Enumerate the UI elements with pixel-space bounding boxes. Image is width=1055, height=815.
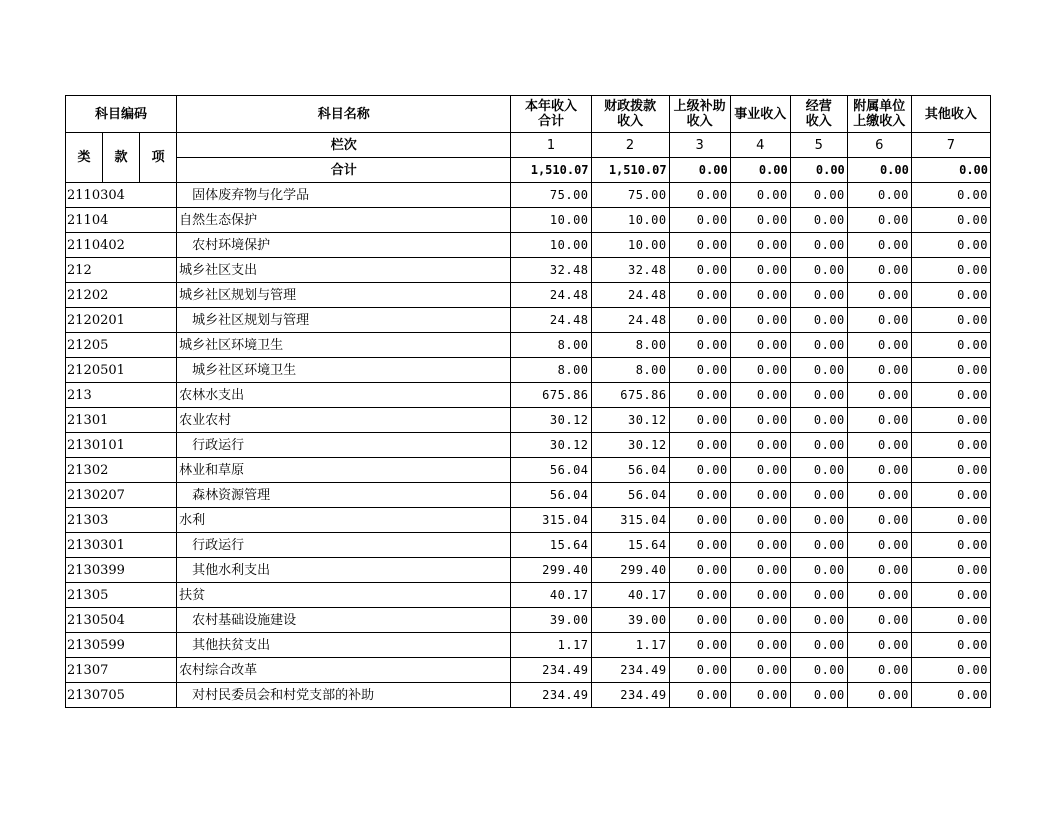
row-code: 2130599 [66,633,177,658]
row-value: 299.40 [511,558,591,583]
row-code: 2130504 [66,608,177,633]
row-code: 2130301 [66,533,177,558]
row-value: 10.00 [591,233,669,258]
row-value: 0.00 [730,483,790,508]
row-value: 0.00 [790,383,847,408]
row-value: 0.00 [790,683,847,708]
row-value: 0.00 [669,583,730,608]
row-name: 水利 [177,508,511,533]
row-value: 0.00 [730,258,790,283]
total-value: 0.00 [847,158,911,183]
row-value: 0.00 [790,458,847,483]
row-value: 0.00 [730,558,790,583]
header-col-operating: 经营 收入 [790,96,847,133]
row-value: 0.00 [669,283,730,308]
row-name: 林业和草原 [177,458,511,483]
row-value: 0.00 [669,533,730,558]
row-name: 农村环境保护 [177,233,511,258]
row-value: 30.12 [591,408,669,433]
row-value: 299.40 [591,558,669,583]
row-value: 0.00 [790,583,847,608]
total-row [66,158,991,183]
row-value: 0.00 [847,333,911,358]
row-value: 0.00 [911,558,990,583]
row-value: 0.00 [730,283,790,308]
row-name: 森林资源管理 [177,483,511,508]
row-value: 0.00 [847,208,911,233]
row-code: 2130207 [66,483,177,508]
row-value: 0.00 [911,383,990,408]
col-number: 4 [730,133,790,158]
row-value: 8.00 [511,333,591,358]
table-body [66,183,991,708]
row-code: 21303 [66,508,177,533]
row-value: 0.00 [730,208,790,233]
row-value: 0.00 [847,683,911,708]
row-value: 0.00 [790,183,847,208]
row-value: 0.00 [911,608,990,633]
row-value: 0.00 [847,583,911,608]
row-value: 0.00 [790,333,847,358]
row-name: 城乡社区环境卫生 [177,333,511,358]
row-value: 56.04 [591,483,669,508]
row-value: 0.00 [847,408,911,433]
row-value: 0.00 [669,633,730,658]
row-code: 2120501 [66,358,177,383]
table-row [66,683,991,708]
row-name: 农业农村 [177,408,511,433]
row-code: 2130101 [66,433,177,458]
row-value: 10.00 [591,208,669,233]
row-value: 56.04 [511,483,591,508]
header-col-superior: 上级补助 收入 [669,96,730,133]
row-value: 10.00 [511,233,591,258]
row-value: 234.49 [511,683,591,708]
row-value: 0.00 [730,633,790,658]
row-value: 0.00 [847,183,911,208]
row-value: 24.48 [511,308,591,333]
row-value: 0.00 [730,308,790,333]
total-value: 1,510.07 [591,158,669,183]
row-value: 0.00 [669,208,730,233]
row-value: 1.17 [511,633,591,658]
table-row [66,608,991,633]
row-value: 0.00 [911,308,990,333]
table-row [66,508,991,533]
row-value: 315.04 [511,508,591,533]
row-value: 0.00 [669,558,730,583]
row-value: 32.48 [511,258,591,283]
row-value: 0.00 [730,583,790,608]
row-code: 2130705 [66,683,177,708]
row-value: 0.00 [911,458,990,483]
row-value: 234.49 [591,658,669,683]
row-value: 0.00 [669,258,730,283]
row-value: 0.00 [730,433,790,458]
budget-table [65,95,991,708]
total-value: 0.00 [669,158,730,183]
row-code: 21307 [66,658,177,683]
row-value: 0.00 [790,208,847,233]
row-value: 0.00 [790,233,847,258]
row-value: 0.00 [911,433,990,458]
table-row [66,258,991,283]
col-number: 5 [790,133,847,158]
row-name: 自然生态保护 [177,208,511,233]
header-col-affiliated: 附属单位 上缴收入 [847,96,911,133]
total-value: 0.00 [790,158,847,183]
row-value: 0.00 [669,233,730,258]
row-value: 315.04 [591,508,669,533]
row-value: 0.00 [669,333,730,358]
row-value: 234.49 [511,658,591,683]
row-value: 0.00 [669,608,730,633]
col-number: 1 [511,133,591,158]
table-row [66,433,991,458]
table-row [66,183,991,208]
row-value: 675.86 [511,383,591,408]
row-value: 0.00 [730,658,790,683]
row-value: 24.48 [591,283,669,308]
row-name: 对村民委员会和村党支部的补助 [177,683,511,708]
row-value: 0.00 [847,233,911,258]
row-value: 0.00 [847,483,911,508]
row-value: 0.00 [730,458,790,483]
row-value: 1.17 [591,633,669,658]
row-name: 城乡社区环境卫生 [177,358,511,383]
header-row-titles [66,96,991,133]
row-value: 56.04 [591,458,669,483]
table-row [66,208,991,233]
row-name: 其他扶贫支出 [177,633,511,658]
row-value: 0.00 [790,508,847,533]
row-value: 10.00 [511,208,591,233]
row-code: 2130399 [66,558,177,583]
table-row [66,333,991,358]
row-value: 0.00 [911,683,990,708]
row-value: 0.00 [847,533,911,558]
row-value: 0.00 [790,433,847,458]
row-value: 0.00 [847,508,911,533]
table-row [66,558,991,583]
row-value: 0.00 [669,658,730,683]
row-value: 0.00 [847,358,911,383]
row-value: 0.00 [847,458,911,483]
total-value: 0.00 [730,158,790,183]
header-col-fiscal: 财政拨款 收入 [591,96,669,133]
row-value: 0.00 [669,408,730,433]
row-value: 0.00 [911,358,990,383]
row-value: 0.00 [847,608,911,633]
row-value: 8.00 [591,333,669,358]
row-value: 15.64 [591,533,669,558]
header-col-business: 事业收入 [730,96,790,133]
table-row [66,633,991,658]
header-name: 科目名称 [177,96,511,133]
table-row [66,408,991,433]
row-value: 0.00 [847,283,911,308]
row-value: 0.00 [790,408,847,433]
row-value: 0.00 [790,533,847,558]
row-value: 0.00 [730,508,790,533]
row-value: 75.00 [591,183,669,208]
row-value: 0.00 [847,433,911,458]
row-value: 0.00 [790,258,847,283]
total-label: 合计 [177,158,511,183]
row-value: 32.48 [591,258,669,283]
row-value: 0.00 [790,308,847,333]
table-row [66,533,991,558]
total-value: 0.00 [911,158,990,183]
header-xiang: 项 [140,133,177,183]
row-value: 24.48 [511,283,591,308]
row-name: 城乡社区规划与管理 [177,283,511,308]
table-row [66,458,991,483]
row-value: 0.00 [847,383,911,408]
row-code: 21305 [66,583,177,608]
row-value: 0.00 [911,233,990,258]
row-value: 0.00 [790,658,847,683]
row-value: 30.12 [591,433,669,458]
row-value: 39.00 [591,608,669,633]
table-header [66,96,991,183]
row-value: 0.00 [669,358,730,383]
row-name: 城乡社区支出 [177,258,511,283]
row-value: 0.00 [911,183,990,208]
header-lei: 类 [66,133,103,183]
row-value: 15.64 [511,533,591,558]
row-value: 56.04 [511,458,591,483]
row-value: 30.12 [511,433,591,458]
row-value: 30.12 [511,408,591,433]
row-value: 24.48 [591,308,669,333]
table-row [66,658,991,683]
col-number: 7 [911,133,990,158]
row-value: 0.00 [730,233,790,258]
table-row [66,583,991,608]
header-kuan: 款 [103,133,140,183]
row-value: 8.00 [511,358,591,383]
row-name: 扶贫 [177,583,511,608]
table-row [66,358,991,383]
row-value: 0.00 [669,458,730,483]
row-value: 0.00 [790,633,847,658]
row-code: 2110402 [66,233,177,258]
row-value: 39.00 [511,608,591,633]
row-value: 75.00 [511,183,591,208]
row-value: 0.00 [847,658,911,683]
table-row [66,233,991,258]
row-value: 0.00 [911,633,990,658]
row-value: 675.86 [591,383,669,408]
row-value: 0.00 [911,508,990,533]
row-value: 0.00 [730,358,790,383]
row-value: 0.00 [730,333,790,358]
row-code: 2120201 [66,308,177,333]
row-value: 40.17 [591,583,669,608]
header-row-lanci [66,133,991,158]
row-value: 0.00 [790,283,847,308]
row-code: 2110304 [66,183,177,208]
row-value: 0.00 [730,408,790,433]
row-code: 21202 [66,283,177,308]
row-code: 213 [66,383,177,408]
header-code-group: 科目编码 [66,96,177,133]
row-value: 0.00 [911,408,990,433]
row-code: 21205 [66,333,177,358]
row-code: 21104 [66,208,177,233]
row-value: 0.00 [669,308,730,333]
row-name: 城乡社区规划与管理 [177,308,511,333]
row-value: 0.00 [847,258,911,283]
row-value: 0.00 [847,308,911,333]
row-value: 0.00 [847,558,911,583]
row-value: 0.00 [669,683,730,708]
row-value: 0.00 [730,383,790,408]
header-col-total: 本年收入 合计 [511,96,591,133]
row-value: 0.00 [730,183,790,208]
row-value: 0.00 [730,683,790,708]
row-value: 0.00 [911,583,990,608]
table-row [66,383,991,408]
row-value: 0.00 [669,483,730,508]
row-value: 0.00 [911,533,990,558]
row-value: 0.00 [911,283,990,308]
row-name: 其他水利支出 [177,558,511,583]
row-value: 0.00 [847,633,911,658]
total-value: 1,510.07 [511,158,591,183]
row-code: 21302 [66,458,177,483]
row-code: 21301 [66,408,177,433]
row-value: 0.00 [790,608,847,633]
row-value: 0.00 [790,358,847,383]
row-value: 0.00 [911,483,990,508]
row-value: 0.00 [911,333,990,358]
row-code: 212 [66,258,177,283]
row-value: 0.00 [669,383,730,408]
col-number: 6 [847,133,911,158]
row-value: 0.00 [790,483,847,508]
row-name: 农林水支出 [177,383,511,408]
col-number: 3 [669,133,730,158]
col-number: 2 [591,133,669,158]
table-row [66,308,991,333]
row-name: 农村基础设施建设 [177,608,511,633]
row-value: 0.00 [669,433,730,458]
table-row [66,283,991,308]
header-col-other: 其他收入 [911,96,990,133]
row-name: 固体废弃物与化学品 [177,183,511,208]
header-lanci: 栏次 [177,133,511,158]
row-name: 行政运行 [177,433,511,458]
row-value: 0.00 [669,183,730,208]
row-value: 0.00 [669,508,730,533]
row-value: 0.00 [911,658,990,683]
row-name: 农村综合改革 [177,658,511,683]
row-value: 0.00 [911,258,990,283]
table-row [66,483,991,508]
row-value: 0.00 [730,533,790,558]
row-value: 40.17 [511,583,591,608]
row-name: 行政运行 [177,533,511,558]
row-value: 0.00 [911,208,990,233]
row-value: 234.49 [591,683,669,708]
row-value: 8.00 [591,358,669,383]
row-value: 0.00 [730,608,790,633]
row-value: 0.00 [790,558,847,583]
